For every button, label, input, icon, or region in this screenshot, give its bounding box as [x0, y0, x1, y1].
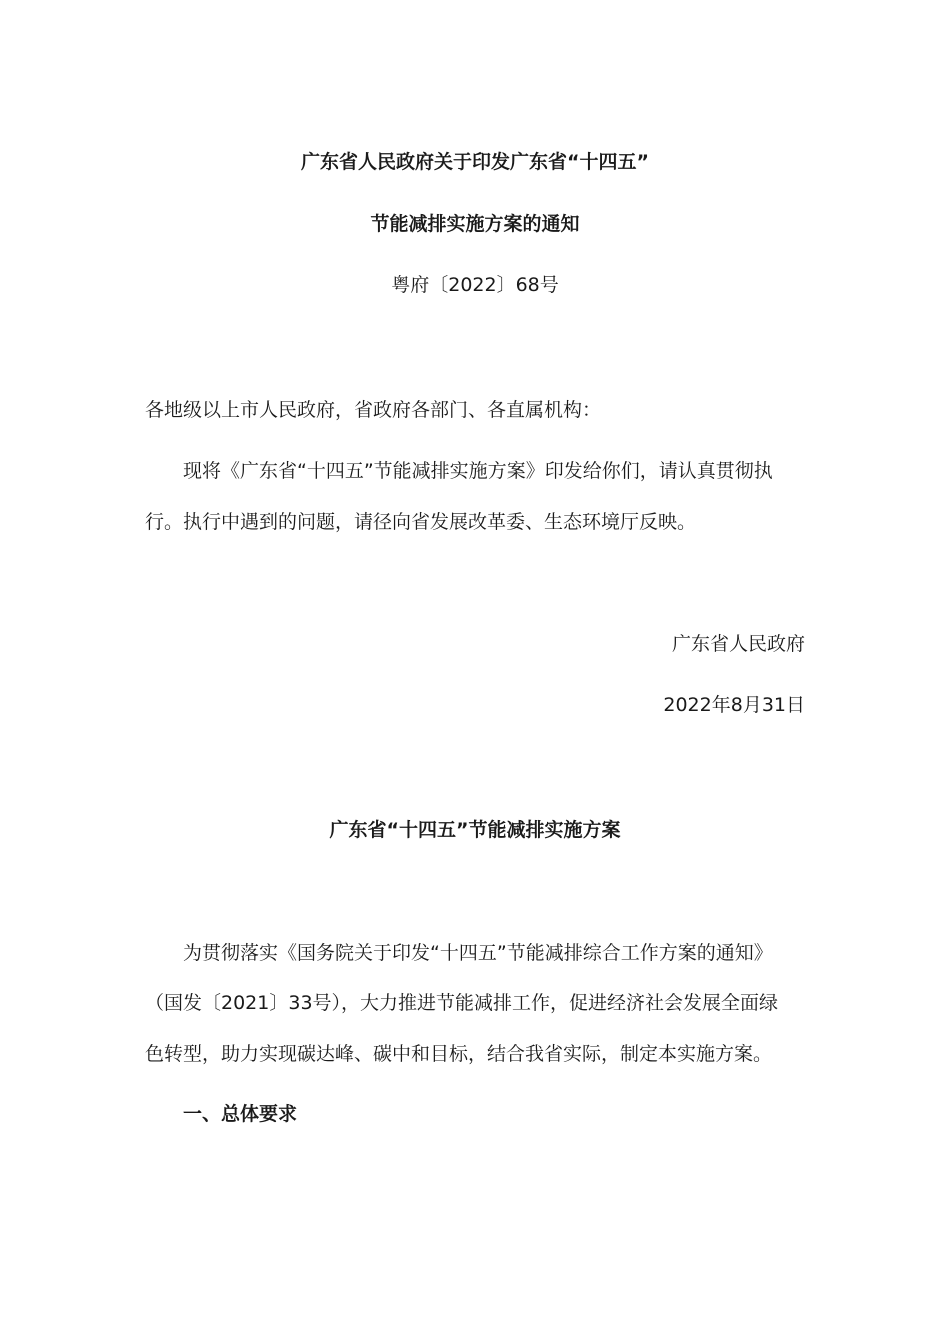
- notice-title-line-1: 广东省人民政府关于印发广东省“十四五”: [301, 151, 649, 173]
- notice-body-line-1: 现将《广东省“十四五”节能减排实施方案》印发给你们，请认真贯彻执: [183, 460, 773, 482]
- plan-intro-line-3: 色转型，助力实现碳达峰、碳中和目标，结合我省实际，制定本实施方案。: [145, 1043, 773, 1065]
- plan-title: 广东省“十四五”节能减排实施方案: [329, 819, 621, 841]
- notice-title-line-2: 节能减排实施方案的通知: [370, 213, 580, 235]
- document-number: 粤府〔2022〕68号: [391, 274, 559, 296]
- addressee: 各地级以上市人民政府，省政府各部门、各直属机构：: [145, 399, 602, 421]
- section-heading-general-requirements: 一、总体要求: [183, 1103, 298, 1125]
- plan-intro-line-1: 为贯彻落实《国务院关于印发“十四五”节能减排综合工作方案的通知》: [183, 942, 773, 964]
- signature-issuer: 广东省人民政府: [671, 633, 805, 655]
- signature-date: 2022年8月31日: [663, 694, 805, 716]
- plan-intro-line-2: （国发〔2021〕33号），大力推进节能减排工作，促进经济社会发展全面绿: [145, 992, 779, 1014]
- notice-body-line-2: 行。执行中遇到的问题，请径向省发展改革委、生态环境厅反映。: [145, 511, 697, 533]
